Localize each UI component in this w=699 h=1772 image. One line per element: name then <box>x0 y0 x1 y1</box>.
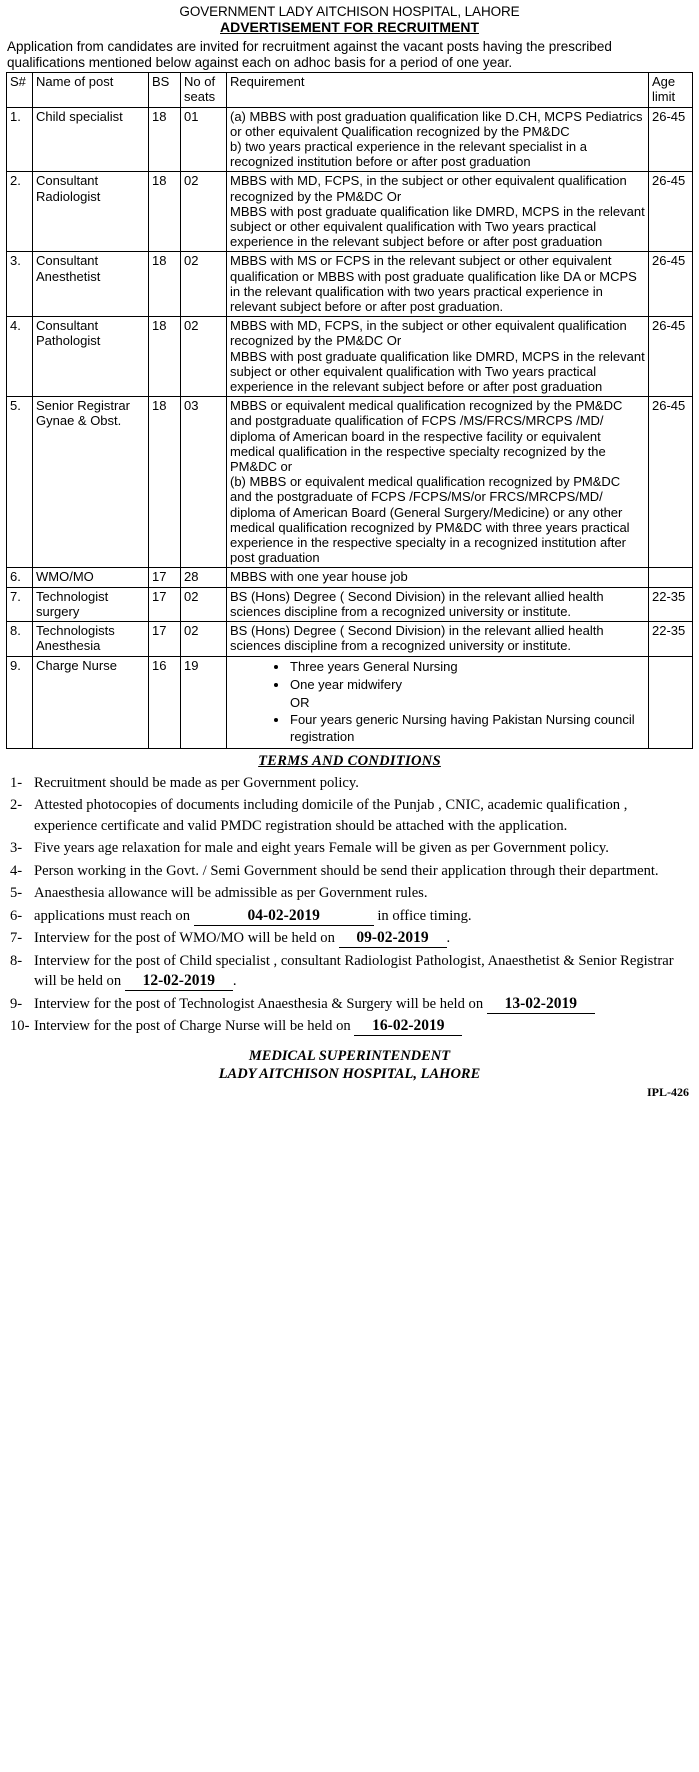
cell-requirement <box>227 317 649 397</box>
terms-item-interview-technologist <box>6 994 693 1015</box>
cell-bs: 18 <box>149 317 181 397</box>
terms-heading: TERMS AND CONDITIONS <box>258 752 441 769</box>
cell-seats: 19 <box>181 656 227 748</box>
cell-sn: 6. <box>7 568 33 587</box>
terms-text-before: applications must reach on <box>34 907 191 924</box>
cell-seats: 01 <box>181 107 227 172</box>
terms-item-number: 10- <box>10 1018 30 1034</box>
requirement-part-b: b) two years practical experience in the relevant specialist in a recognized institution before or after post graduation <box>230 139 587 170</box>
table-row <box>7 172 693 252</box>
cell-seats: 02 <box>181 587 227 621</box>
terms-item-text <box>34 928 693 949</box>
terms-item-number: 1- <box>10 774 23 791</box>
cell-requirement: BS (Hons) Degree ( Second Division) in the relevant allied health sciences discipline from a recognized university or institute. <box>227 622 649 656</box>
terms-item-number: 7- <box>10 930 23 946</box>
cell-bs: 16 <box>149 656 181 748</box>
terms-item-number: 6- <box>10 907 23 924</box>
requirement-part-a: (a) MBBS with post graduation qualification like D.CH, MCPS Pediatrics or other equivalent Qualification recognized by the PM&DC <box>230 108 643 139</box>
terms-text-after: . <box>232 973 237 989</box>
terms-text-before: Interview for the post of Charge Nurse will be held on <box>34 1018 351 1034</box>
interview-date: 13-02-2019 <box>487 995 595 1014</box>
interview-date: 09-02-2019 <box>339 929 447 948</box>
cell-post: Consultant Anesthetist <box>33 252 149 317</box>
table-row <box>7 397 693 568</box>
col-header-post: Name of post <box>33 73 149 107</box>
interview-date: 16-02-2019 <box>354 1017 462 1036</box>
cell-requirement <box>227 172 649 252</box>
terms-item-text: Anaesthesia allowance will be admissible as per Government rules. <box>34 885 428 901</box>
requirement-part-b: MBBS with post graduate qualification like DMRD, MCPS in the relevant subject or other equivalent qualification with Two years practical experience in the relevant subject before or after post graduation <box>230 203 645 250</box>
terms-item-interview-nurse <box>6 1016 693 1037</box>
table-row <box>7 587 693 621</box>
interview-date: 12-02-2019 <box>125 972 233 991</box>
cell-requirement <box>227 656 649 748</box>
cell-bs: 18 <box>149 397 181 568</box>
terms-item <box>6 883 693 904</box>
cell-seats: 28 <box>181 568 227 587</box>
table-row <box>7 568 693 587</box>
terms-item <box>6 861 693 882</box>
terms-item-text <box>34 951 693 992</box>
terms-text-after: in office timing. <box>377 907 472 924</box>
cell-post: WMO/MO <box>33 568 149 587</box>
cell-requirement: MBBS with one year house job <box>227 568 649 587</box>
terms-item-number: 8- <box>10 952 23 969</box>
terms-item <box>6 795 693 836</box>
cell-age <box>649 656 693 748</box>
terms-item-text: Person working in the Govt. / Semi Government should be send their application through their department. <box>34 862 659 879</box>
requirement-or-label: OR <box>290 694 310 710</box>
intro-paragraph: Application from candidates are invited for recruitment against the vacant posts having the prescribed qualifications mentioned below against each on adhoc basis for a period of one year. <box>7 39 612 70</box>
requirement-bullet-list-2 <box>230 711 645 745</box>
terms-item <box>6 838 693 859</box>
terms-text-before: Interview for the post of WMO/MO will be held on <box>34 930 335 946</box>
table-row <box>7 317 693 397</box>
terms-item-number: 2- <box>10 797 23 813</box>
table-row <box>7 622 693 656</box>
table-row <box>7 107 693 172</box>
cell-age: 22-35 <box>649 587 693 621</box>
terms-text-before: Interview for the post of Child specialist , consultant Radiologist Pathologist, Anaesthetist & Senior Registrar will be held on <box>34 952 674 989</box>
terms-item-interview-wmo <box>6 928 693 949</box>
cell-bs: 18 <box>149 172 181 252</box>
terms-text-before: Interview for the post of Technologist Anaesthesia & Surgery will be held on <box>34 995 484 1012</box>
cell-age <box>649 568 693 587</box>
cell-sn: 8. <box>7 622 33 656</box>
deadline-date: 04-02-2019 <box>194 907 374 926</box>
cell-sn: 1. <box>7 107 33 172</box>
cell-age: 26-45 <box>649 397 693 568</box>
terms-text-after: . <box>446 930 451 946</box>
cell-post: Technologist surgery <box>33 587 149 621</box>
cell-sn: 7. <box>7 587 33 621</box>
terms-item-deadline <box>6 906 693 927</box>
cell-requirement <box>227 397 649 568</box>
cell-post: Consultant Radiologist <box>33 172 149 252</box>
cell-bs: 18 <box>149 107 181 172</box>
terms-item-text: Recruitment should be made as per Government policy. <box>34 774 359 791</box>
page-title: ADVERTISEMENT FOR RECRUITMENT <box>220 19 479 35</box>
cell-age: 22-35 <box>649 622 693 656</box>
cell-seats: 02 <box>181 622 227 656</box>
terms-item-number: 3- <box>10 840 23 856</box>
terms-item-interview-specialists <box>6 951 693 992</box>
terms-list <box>6 773 693 1037</box>
cell-age: 26-45 <box>649 107 693 172</box>
list-item: Three years General Nursing <box>274 658 645 675</box>
cell-sn: 9. <box>7 656 33 748</box>
terms-item-text <box>34 1016 693 1037</box>
cell-bs: 17 <box>149 622 181 656</box>
cell-sn: 3. <box>7 252 33 317</box>
cell-post: Consultant Pathologist <box>33 317 149 397</box>
terms-item <box>6 773 693 794</box>
cell-post: Charge Nurse <box>33 656 149 748</box>
cell-sn: 2. <box>7 172 33 252</box>
cell-requirement <box>227 107 649 172</box>
cell-sn: 4. <box>7 317 33 397</box>
col-header-seats: No of seats <box>181 73 227 107</box>
vacancy-table <box>6 72 693 748</box>
cell-seats: 02 <box>181 252 227 317</box>
cell-sn: 5. <box>7 397 33 568</box>
terms-item-number: 4- <box>10 862 23 879</box>
cell-age: 26-45 <box>649 317 693 397</box>
terms-item-number: 9- <box>10 995 23 1012</box>
table-row <box>7 252 693 317</box>
cell-seats: 02 <box>181 172 227 252</box>
terms-item-text: Five years age relaxation for male and eight years Female will be given as per Government policy. <box>34 840 609 856</box>
requirement-part-b: (b) MBBS or equivalent medical qualification recognized by PM&DC and the postgraduate of FCPS /FCPS/MS/or FRCS/MRCPS/MD/ diploma of American Board (General Surgery/Medicine) or any other medical qualification recognized by PM&DC with three years practical experience in the respective specialty in a recognized institution after post graduation <box>230 474 630 566</box>
col-header-age: Age limit <box>649 73 693 107</box>
list-item: One year midwifery <box>274 676 645 693</box>
cell-age: 26-45 <box>649 172 693 252</box>
signature-block <box>6 1047 693 1083</box>
terms-item-number: 5- <box>10 885 23 901</box>
cell-requirement <box>227 252 649 317</box>
table-row <box>7 656 693 748</box>
cell-seats: 02 <box>181 317 227 397</box>
col-header-requirement: Requirement <box>227 73 649 107</box>
signature-institution: LADY AITCHISON HOSPITAL, LAHORE <box>218 1065 481 1082</box>
col-header-sn: S# <box>7 73 33 107</box>
cell-seats: 03 <box>181 397 227 568</box>
terms-item-text <box>34 906 693 927</box>
list-item: Four years generic Nursing having Pakistan Nursing council registration <box>274 711 645 745</box>
table-header-row <box>7 73 693 107</box>
reference-number: IPL-426 <box>647 1084 689 1099</box>
cell-post: Technologists Anesthesia <box>33 622 149 656</box>
cell-age: 26-45 <box>649 252 693 317</box>
col-header-bs: BS <box>149 73 181 107</box>
requirement-part-a: MBBS with MD, FCPS, in the subject or other equivalent qualification recognized by the PM&DC Or <box>230 173 627 204</box>
terms-item-text: Attested photocopies of documents including domicile of the Punjab , CNIC, academic qualification , experience certificate and valid PMDC registration should be attached with the application. <box>34 797 628 834</box>
requirement-part-a: MBBS or equivalent medical qualification recognized by the PM&DC and postgraduate qualification of FCPS /MS/FRCS/MRCPS /MD/ diploma of American board in the respective facility or equivalent medical qualification in the respective specialty recognized by the PM&DC or <box>230 398 623 475</box>
requirement-bullet-list <box>230 658 645 693</box>
signature-designation: MEDICAL SUPERINTENDENT <box>248 1047 451 1064</box>
organization-title: GOVERNMENT LADY AITCHISON HOSPITAL, LAHORE <box>179 4 520 19</box>
requirement-part-a: MBBS with MD, FCPS, in the subject or other equivalent qualification recognized by the PM&DC Or <box>230 318 627 349</box>
cell-bs: 17 <box>149 587 181 621</box>
cell-bs: 18 <box>149 252 181 317</box>
requirement-part-b: MBBS with post graduate qualification like DMRD, MCPS in the relevant subject or other equivalent qualification with Two years practical experience in the relevant subject before or after post graduation <box>230 348 645 395</box>
requirement-part-a: MBBS with MS or FCPS in the relevant subject or other equivalent qualification or MBBS with post graduate qualification like DA or MCPS in the relevant qualification with two years practical experience in relevant subject before or after post graduation. <box>230 253 637 315</box>
terms-item-text <box>34 994 693 1015</box>
cell-requirement: BS (Hons) Degree ( Second Division) in the relevant allied health sciences discipline from a recognized university or institute. <box>227 587 649 621</box>
cell-post: Child specialist <box>33 107 149 172</box>
cell-bs: 17 <box>149 568 181 587</box>
cell-post: Senior Registrar Gynae & Obst. <box>33 397 149 568</box>
